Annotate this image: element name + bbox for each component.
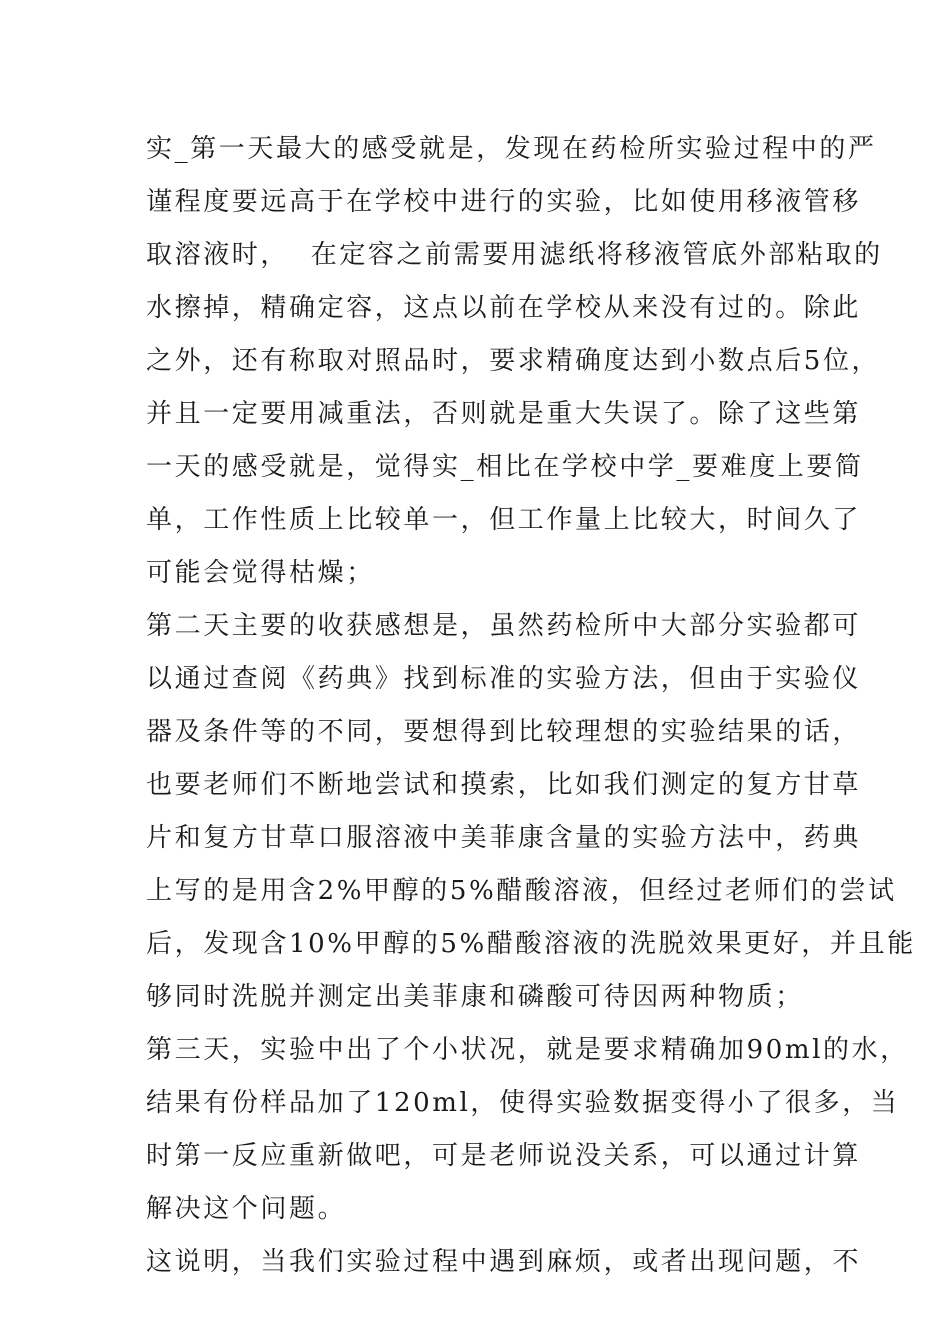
text-line: 以通过查阅《药典》找到标准的实验方法，但由于实验仪 [146,664,862,694]
text-line: 一天的感受就是，觉得实_相比在学校中学_要难度上要简 [146,452,864,482]
text-line: 器及条件等的不同，要想得到比较理想的实验结果的话， [146,717,862,747]
text-line: 上写的是用含2%甲醇的5%醋酸溶液，但经过老师们的尝试 [146,876,897,906]
text-line: 实_第一天最大的感受就是，发现在药检所实验过程中的严 [146,134,877,164]
text-line: 解决这个问题。 [146,1194,347,1224]
text-line: 取溶液时， 在定容之前需要用滤纸将移液管底外部粘取的 [146,240,883,270]
text-line: 第三天，实验中出了个小状况，就是要求精确加90ml的水， [146,1035,909,1065]
document-body [146,123,916,1289]
text-line: 结果有份样品加了120ml，使得实验数据变得小了很多，当 [146,1088,900,1118]
text-line: 后，发现含10%甲醇的5%醋酸溶液的洗脱效果更好，并且能 [146,929,916,959]
text-line: 这说明，当我们实验过程中遇到麻烦，或者出现问题，不 [146,1247,862,1277]
text-line: 片和复方甘草口服溶液中美菲康含量的实验方法中，药典 [146,823,862,853]
text-line: 单，工作性质上比较单一，但工作量上比较大，时间久了 [146,505,862,535]
text-line: 时第一反应重新做吧，可是老师说没关系，可以通过计算 [146,1141,862,1171]
text-line: 也要老师们不断地尝试和摸索，比如我们测定的复方甘草 [146,770,862,800]
text-line: 水擦掉，精确定容，这点以前在学校从来没有过的。除此 [146,293,862,323]
text-line: 可能会觉得枯燥； [146,558,375,588]
text-line: 谨程度要远高于在学校中进行的实验，比如使用移液管移 [146,187,862,217]
text-line: 够同时洗脱并测定出美菲康和磷酸可待因两种物质； [146,982,804,1012]
text-line: 之外，还有称取对照品时，要求精确度达到小数点后5位， [146,346,881,376]
text-line: 并且一定要用减重法，否则就是重大失误了。除了这些第 [146,399,862,429]
text-line: 第二天主要的收获感想是，虽然药检所中大部分实验都可 [146,611,862,641]
